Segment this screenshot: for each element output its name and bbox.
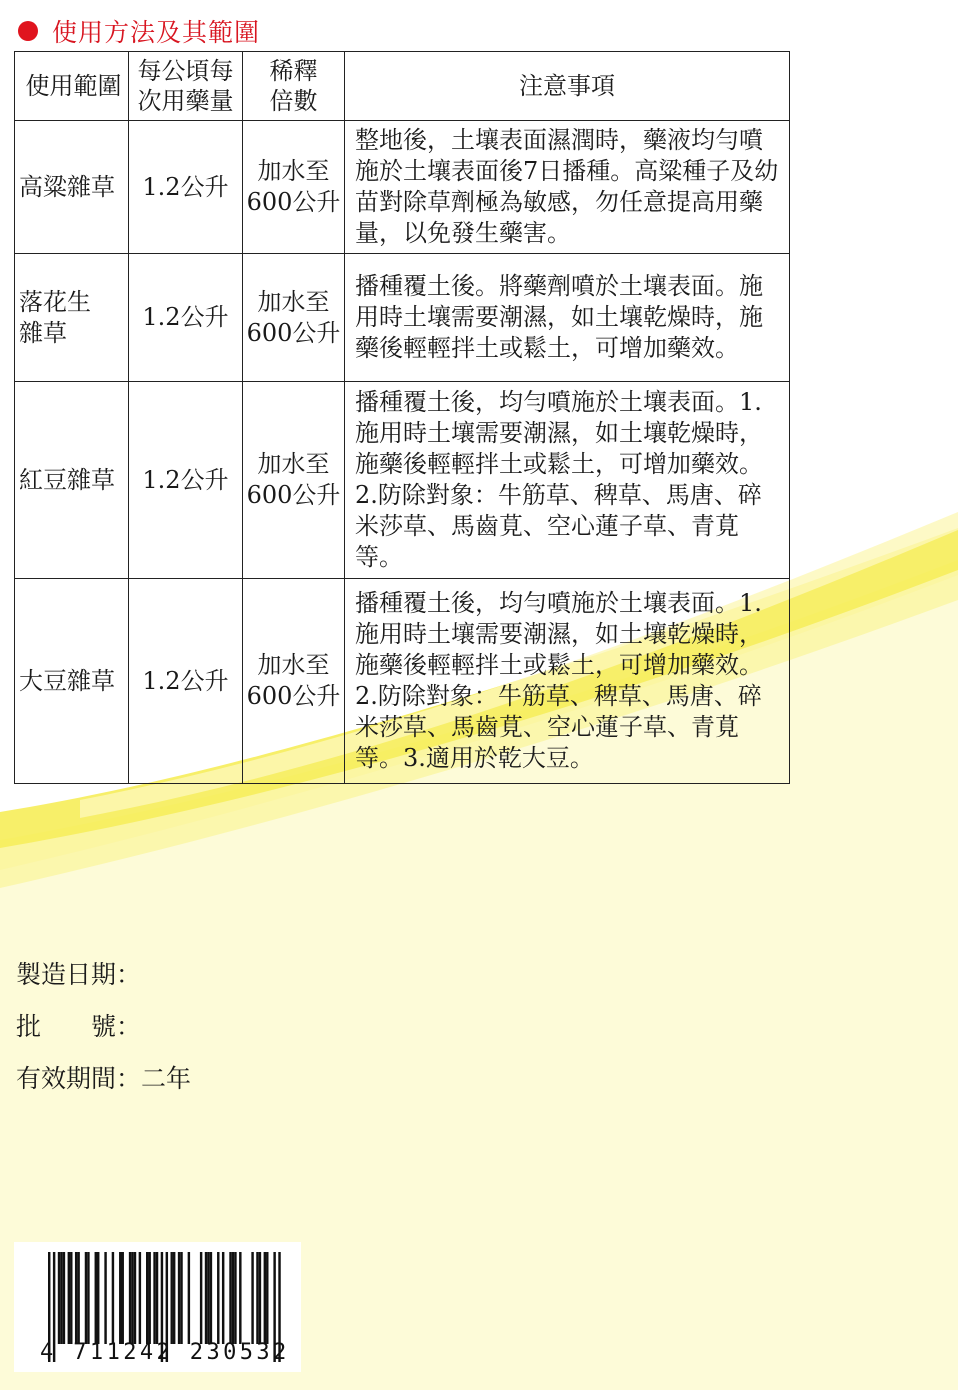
- barcode-bar: [122, 1252, 124, 1344]
- barcode-bar: [58, 1252, 60, 1344]
- barcode-bar: [264, 1252, 266, 1344]
- barcode-bar: [234, 1252, 236, 1344]
- header-scope: 使用範圍: [15, 52, 129, 121]
- row-scope: 高粱雜草: [15, 121, 129, 254]
- barcode-bar: [188, 1252, 190, 1344]
- barcode-bar: [119, 1252, 121, 1344]
- barcode-bar: [217, 1252, 219, 1344]
- batch-number: [16, 1007, 141, 1043]
- barcode-bar: [68, 1252, 70, 1344]
- usage-table: [14, 51, 790, 784]
- barcode-bar: [266, 1252, 268, 1344]
- barcode-bar: [232, 1252, 234, 1344]
- barcode-bar: [95, 1252, 97, 1344]
- barcode-bar: [129, 1252, 131, 1344]
- barcode-bar: [85, 1252, 87, 1344]
- barcode-bar: [131, 1252, 133, 1344]
- header-dilution-line1: 稀釋: [269, 57, 318, 85]
- row-dilution: [243, 579, 345, 784]
- barcode-bar: [97, 1252, 99, 1344]
- row-scope: [15, 254, 129, 382]
- barcode-bar: [229, 1252, 231, 1344]
- row-scope: 紅豆雜草: [15, 382, 129, 579]
- barcode-bar: [146, 1252, 148, 1344]
- row-note: [345, 254, 790, 382]
- barcode-bar: [134, 1252, 136, 1344]
- barcode-bar: [148, 1252, 150, 1344]
- row-dilution: [243, 121, 345, 254]
- header-notes: 注意事項: [345, 52, 790, 121]
- row-note-text: 播種覆土後。將藥劑噴於土壤表面。施用時土壤需要潮濕，如土壤乾燥時，施藥後輕輕拌土或鬆土，可增加藥效。: [355, 272, 763, 362]
- row-dilution-line1: 加水至: [257, 450, 330, 478]
- header-dilution: [243, 52, 345, 121]
- barcode-bar: [207, 1252, 209, 1344]
- row-note-text: 播種覆土後，均勻噴施於土壤表面。1.施用時土壤需要潮濕，如土壤乾燥時，施藥後輕輕拌土或鬆土，可增加藥效。2.防除對象：牛筋草、稗草、馬唐、碎米莎草、馬齒莧、空心蓮子草、青莧等。3.適用於乾大豆。: [355, 589, 763, 772]
- row-dilution-line2: 600公升: [246, 682, 341, 710]
- barcode-bar: [104, 1252, 106, 1344]
- barcode-bar: [180, 1252, 182, 1344]
- row-note: [345, 121, 790, 254]
- barcode-bar: [63, 1252, 65, 1344]
- barcode-bar: [222, 1252, 224, 1344]
- header-dose-line1: 每公頃每: [137, 57, 234, 85]
- barcode-bar: [77, 1252, 79, 1344]
- barcode-bar: [87, 1252, 89, 1344]
- barcode-bar: [239, 1252, 241, 1344]
- barcode-bar: [156, 1252, 158, 1344]
- barcode: [14, 1242, 301, 1372]
- row-note-text: 播種覆土後，均勻噴施於土壤表面。1.施用時土壤需要潮濕，如土壤乾燥時，施藥後輕輕拌土或鬆土，可增加藥效。2.防除對象：牛筋草、稗草、馬唐、碎米莎草、馬齒莧、空心蓮子草、青莧等。: [355, 388, 763, 571]
- barcode-bar: [205, 1252, 207, 1344]
- validity-period: [16, 1059, 191, 1095]
- barcode-bar: [171, 1252, 173, 1344]
- header-dilution-line2: 倍數: [269, 87, 318, 115]
- barcode-bar: [200, 1252, 202, 1344]
- section-title: 使用方法及其範圍: [52, 18, 261, 47]
- table-row: [15, 254, 790, 382]
- row-note: [345, 579, 790, 784]
- barcode-bar: [256, 1252, 258, 1344]
- row-dilution: [243, 382, 345, 579]
- bullet-dot-icon: [18, 21, 38, 41]
- validity-value: 二年: [141, 1064, 192, 1093]
- barcode-bar: [251, 1252, 253, 1344]
- header-dose-line2: 次用藥量: [137, 87, 234, 115]
- barcode-digits: 4 711242 230532: [40, 1340, 290, 1365]
- row-dose: 1.2公升: [129, 382, 243, 579]
- table-row: [15, 382, 790, 579]
- row-note-text: 整地後，土壤表面濕潤時，藥液均勻噴施於土壤表面後7日播種。高粱種子及幼苗對除草劑極為敏感，勿任意提高用藥量，以免發生藥害。: [355, 126, 779, 247]
- row-scope: 大豆雜草: [15, 579, 129, 784]
- barcode-bar: [75, 1252, 77, 1344]
- barcode-bar: [259, 1252, 261, 1344]
- row-scope-text: 落花生雜草: [19, 287, 91, 347]
- table-row: [15, 121, 790, 254]
- row-note: [345, 382, 790, 579]
- manufacture-date: [16, 955, 141, 991]
- row-dose: 1.2公升: [129, 579, 243, 784]
- barcode-bar: [153, 1252, 155, 1344]
- row-dilution: [243, 254, 345, 382]
- header-dose: [129, 52, 243, 121]
- row-dilution-line1: 加水至: [257, 287, 330, 316]
- barcode-bar: [70, 1252, 72, 1344]
- row-dilution-line2: 600公升: [246, 188, 341, 216]
- row-dilution-line1: 加水至: [257, 651, 330, 679]
- barcode-bar: [178, 1252, 180, 1344]
- barcode-bar: [139, 1252, 141, 1344]
- barcode-bar: [112, 1252, 114, 1344]
- batch-label: 批 號：: [16, 1012, 142, 1041]
- barcode-bar: [60, 1252, 62, 1344]
- validity-label: 有效期間：: [16, 1064, 142, 1093]
- table-header-row: [15, 52, 790, 121]
- row-dilution-line2: 600公升: [246, 318, 341, 347]
- barcode-bar: [210, 1252, 212, 1344]
- row-dilution-line2: 600公升: [246, 481, 341, 509]
- manufacture-date-label: 製造日期：: [16, 960, 142, 989]
- table-row: [15, 579, 790, 784]
- row-dilution-line1: 加水至: [257, 157, 330, 185]
- section-heading: [18, 14, 260, 48]
- barcode-bar: [173, 1252, 175, 1344]
- row-dose: 1.2公升: [129, 121, 243, 254]
- row-dose: 1.2公升: [129, 254, 243, 382]
